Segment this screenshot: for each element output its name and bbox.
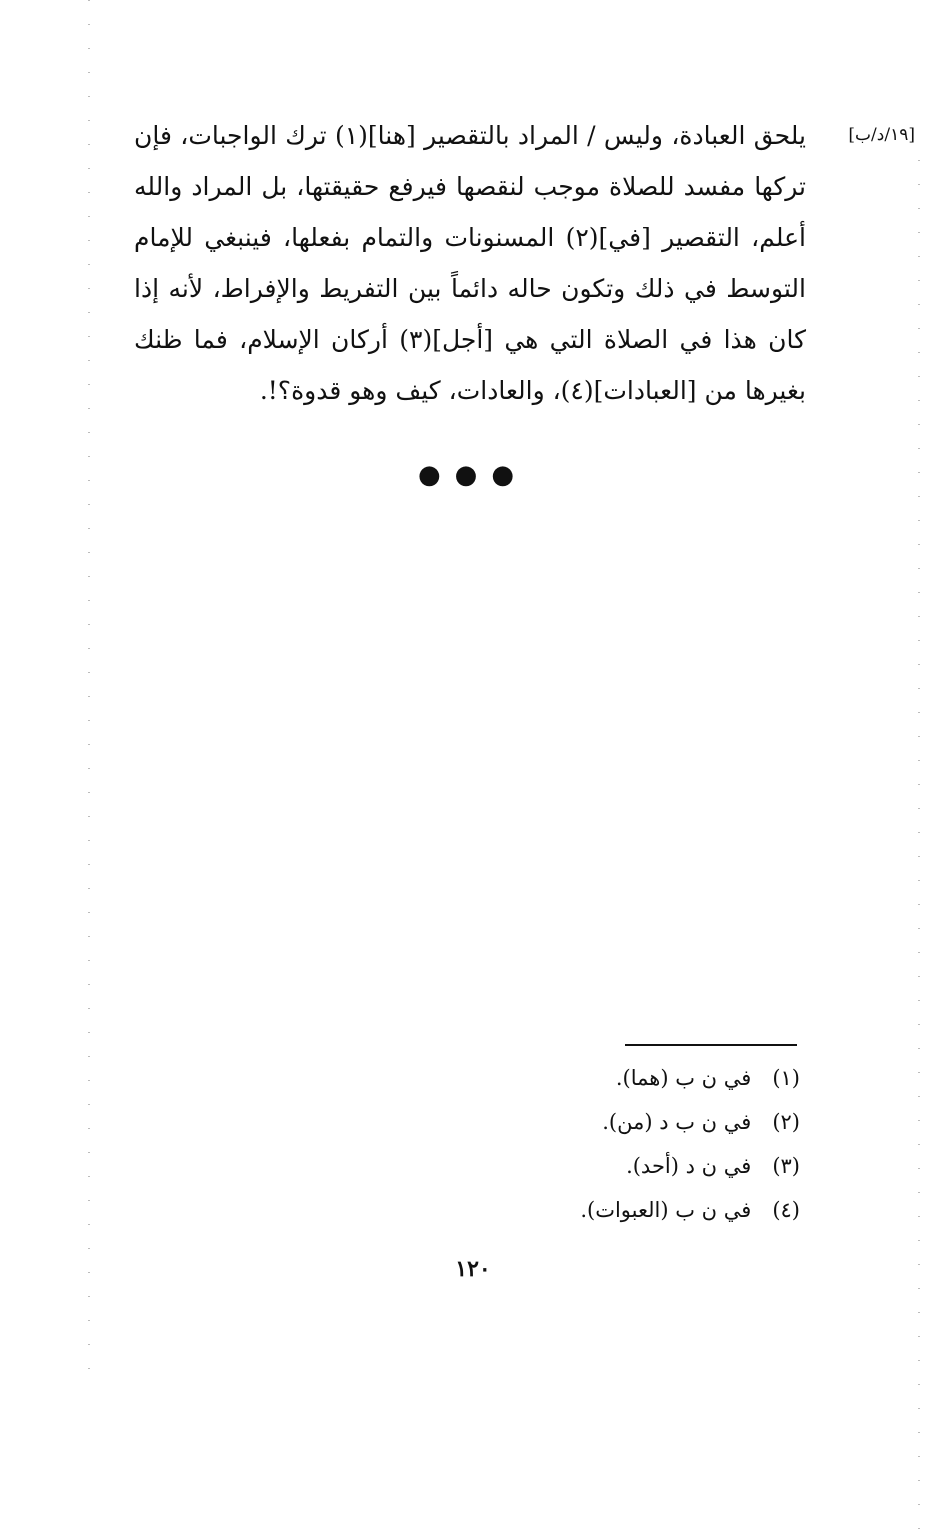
footnote-text: في ن ب د (من). [602, 1110, 752, 1134]
footnotes [400, 1056, 800, 1232]
text-line-1: يلحق العبادة، وليس / المراد بالتقصير [هنا](١) ترك الواجبات، فإن [134, 121, 806, 150]
section-separator-dots: ●●● [417, 460, 529, 490]
footnote-number: (٢) [772, 1110, 800, 1134]
footnote-text: في ن ب (العبوات). [580, 1198, 752, 1222]
footnote-2 [400, 1100, 800, 1144]
footnote-text: في ن د (أحد). [626, 1154, 752, 1178]
scan-dots-left [88, 0, 90, 1371]
footnote-3 [400, 1144, 800, 1188]
footnote-divider [625, 1044, 797, 1046]
footnote-1 [400, 1056, 800, 1100]
manuscript-margin-reference: [١٩/د/ب] [848, 125, 915, 145]
text-line-6: بغيرها من [العبادات](٤)، والعادات، كيف وهو قدوة؟!. [259, 376, 806, 405]
text-line-4: التوسط في ذلك وتكون حاله دائماً بين التفريط والإفراط، لأنه إذا [134, 274, 806, 303]
footnote-number: (٣) [772, 1154, 800, 1178]
footnote-text: في ن ب (هما). [615, 1066, 752, 1090]
text-line-2: تركها مفسد للصلاة موجب لنقصها فيرفع حقيقتها، بل المراد والله [134, 172, 806, 201]
text-line-3: أعلم، التقصير [في](٢) المسنونات والتمام بفعلها، فينبغي للإمام [134, 223, 806, 252]
footnote-4 [400, 1188, 800, 1232]
page-number: ١٢٠ [455, 1256, 491, 1282]
footnote-number: (٤) [772, 1198, 800, 1222]
main-text [134, 110, 806, 416]
footnote-number: (١) [772, 1066, 800, 1090]
text-line-5: كان هذا في الصلاة التي هي [أجل](٣) أركان الإسلام، فما ظنك [134, 325, 806, 354]
scan-dots-right [918, 160, 920, 1531]
